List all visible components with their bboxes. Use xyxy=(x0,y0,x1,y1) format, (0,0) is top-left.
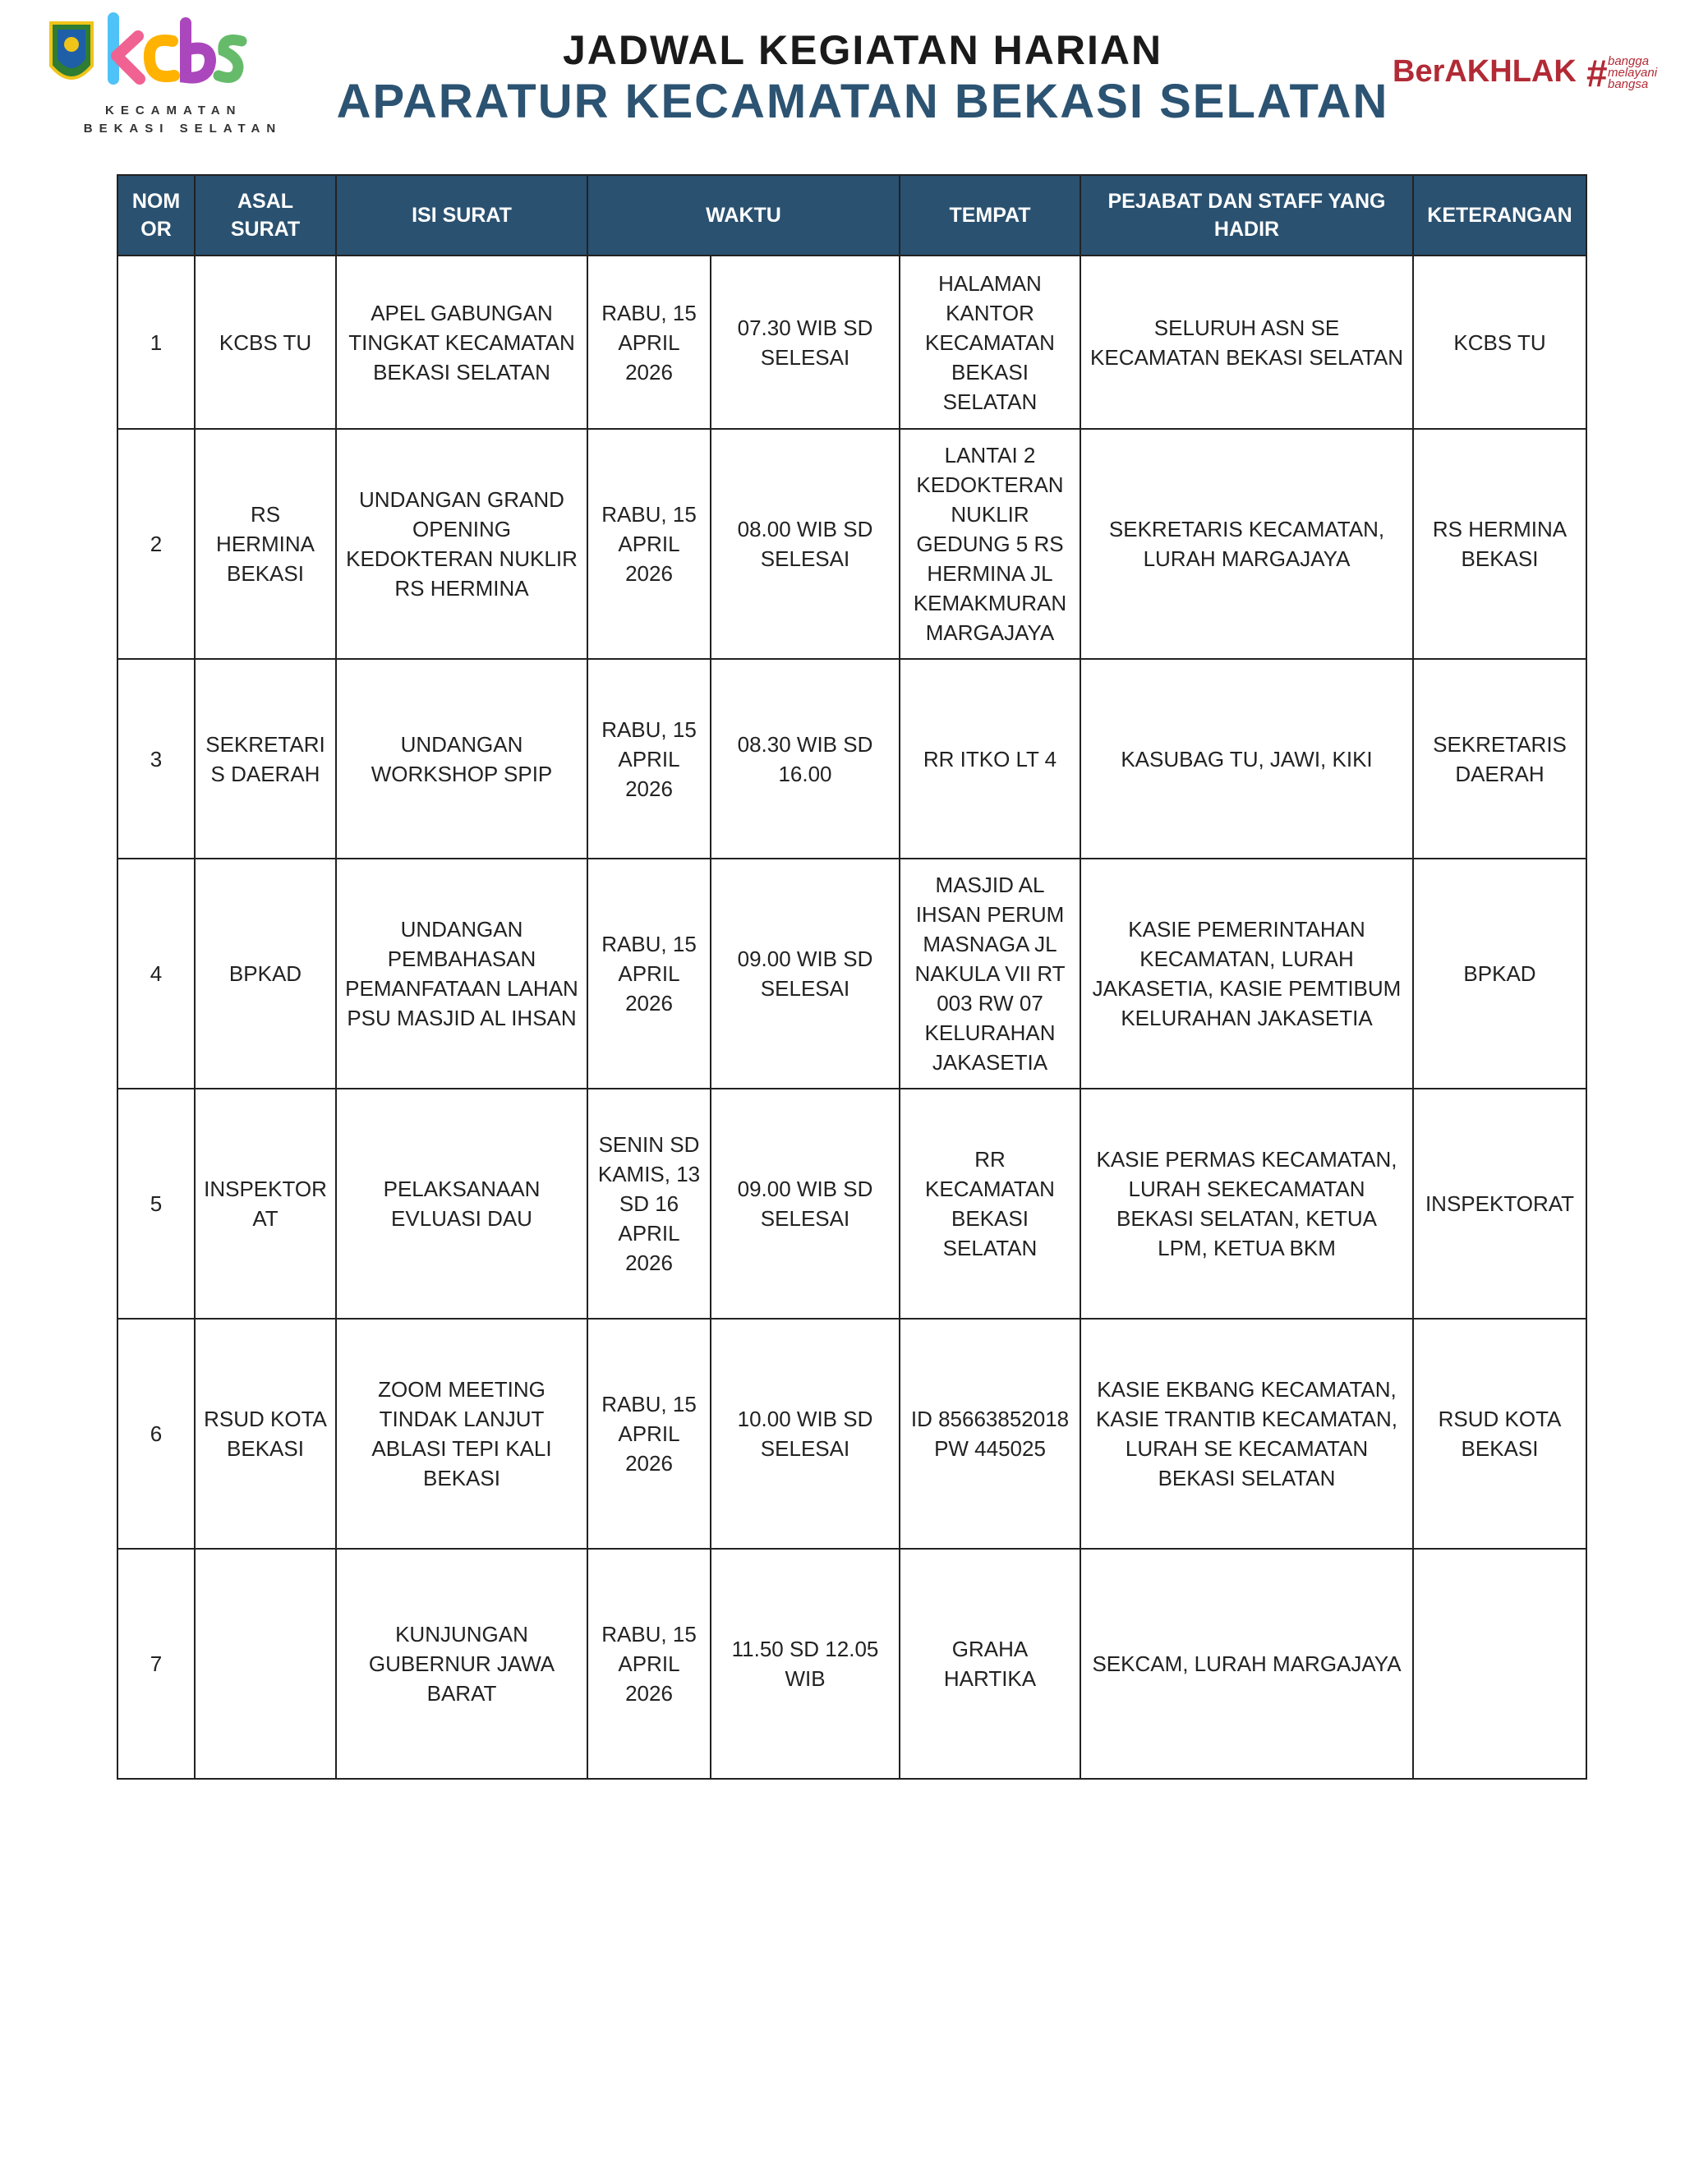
logo-subtitle-bekasi: BEKASI SELATAN xyxy=(83,122,283,136)
kcbs-logo-icon xyxy=(41,8,255,103)
table-row xyxy=(117,1089,1586,1319)
table-row xyxy=(117,1319,1586,1549)
table-row xyxy=(117,859,1586,1089)
cell-tempat: MASJID AL IHSAN PERUM MASNAGA JL NAKULA VII RT 003 RW 07 KELURAHAN JAKASETIA xyxy=(900,859,1080,1089)
cell-keterangan: RSUD KOTA BEKASI xyxy=(1413,1319,1586,1549)
brand-tagline xyxy=(1608,56,1657,90)
table-row xyxy=(117,1549,1586,1779)
hash-icon: # xyxy=(1586,52,1608,94)
cell-isi-surat: KUNJUNGAN GUBERNUR JAWA BARAT xyxy=(336,1549,587,1779)
cell-tempat: GRAHA HARTIKA xyxy=(900,1549,1080,1779)
cell-keterangan: BPKAD xyxy=(1413,859,1586,1089)
cell-isi-surat: UNDANGAN WORKSHOP SPIP xyxy=(336,659,587,859)
cell-tanggal: RABU, 15 APRIL 2026 xyxy=(587,1549,711,1779)
cell-tanggal: RABU, 15 APRIL 2026 xyxy=(587,659,711,859)
cell-jam: 10.00 WIB SD SELESAI xyxy=(711,1319,900,1549)
cell-pejabat: KASUBAG TU, JAWI, KIKI xyxy=(1080,659,1413,859)
cell-tanggal: RABU, 15 APRIL 2026 xyxy=(587,859,711,1089)
cell-isi-surat: UNDANGAN PEMBAHASAN PEMANFATAAN LAHAN PSU MASJID AL IHSAN xyxy=(336,859,587,1089)
cell-asal-surat: RSUD KOTA BEKASI xyxy=(195,1319,336,1549)
cell-keterangan: INSPEKTORAT xyxy=(1413,1089,1586,1319)
cell-nomor: 1 xyxy=(117,256,195,429)
cell-nomor: 2 xyxy=(117,429,195,659)
cell-jam: 11.50 SD 12.05 WIB xyxy=(711,1549,900,1779)
cell-tempat: HALAMAN KANTOR KECAMATAN BEKASI SELATAN xyxy=(900,256,1080,429)
column-header-nomor: NOMOR xyxy=(117,175,195,256)
column-header-asal-surat: ASAL SURAT xyxy=(195,175,336,256)
cell-asal-surat: BPKAD xyxy=(195,859,336,1089)
cell-nomor: 6 xyxy=(117,1319,195,1549)
page-subtitle: APARATUR KECAMATAN BEKASI SELATAN xyxy=(336,75,1389,128)
cell-asal-surat: KCBS TU xyxy=(195,256,336,429)
table-row xyxy=(117,429,1586,659)
column-header-tempat: TEMPAT xyxy=(900,175,1080,256)
cell-jam: 09.00 WIB SD SELESAI xyxy=(711,1089,900,1319)
table-header-row xyxy=(117,175,1586,256)
cell-tanggal: SENIN SD KAMIS, 13 SD 16 APRIL 2026 xyxy=(587,1089,711,1319)
brand-tagline-line: bangga xyxy=(1608,54,1650,68)
cell-tanggal: RABU, 15 APRIL 2026 xyxy=(587,1319,711,1549)
page-title: JADWAL KEGIATAN HARIAN xyxy=(562,27,1163,73)
cell-isi-surat: PELAKSANAAN EVLUASI DAU xyxy=(336,1089,587,1319)
column-header-keterangan: KETERANGAN xyxy=(1413,175,1586,256)
cell-tempat: RR KECAMATAN BEKASI SELATAN xyxy=(900,1089,1080,1319)
cell-isi-surat: UNDANGAN GRAND OPENING KEDOKTERAN NUKLIR RS HERMINA xyxy=(336,429,587,659)
cell-tanggal: RABU, 15 APRIL 2026 xyxy=(587,429,711,659)
brand-tagline-line: bangsa xyxy=(1608,77,1649,91)
table-row xyxy=(117,256,1586,429)
cell-keterangan: KCBS TU xyxy=(1413,256,1586,429)
cell-jam: 08.30 WIB SD 16.00 xyxy=(711,659,900,859)
berakhlak-logo xyxy=(1393,51,1688,100)
brand-name: BerAKHLAK xyxy=(1393,54,1577,89)
cell-pejabat: KASIE PERMAS KECAMATAN, LURAH SEKECAMATAN BEKASI SELATAN, KETUA LPM, KETUA BKM xyxy=(1080,1089,1413,1319)
cell-jam: 07.30 WIB SD SELESAI xyxy=(711,256,900,429)
cell-jam: 08.00 WIB SD SELESAI xyxy=(711,429,900,659)
table-row xyxy=(117,659,1586,859)
cell-nomor: 3 xyxy=(117,659,195,859)
cell-keterangan: RS HERMINA BEKASI xyxy=(1413,429,1586,659)
cell-tanggal: RABU, 15 APRIL 2026 xyxy=(587,256,711,429)
cell-jam: 09.00 WIB SD SELESAI xyxy=(711,859,900,1089)
cell-pejabat: SEKRETARIS KECAMATAN, LURAH MARGAJAYA xyxy=(1080,429,1413,659)
brand-tagline-line: melayani xyxy=(1608,66,1658,80)
cell-isi-surat: ZOOM MEETING TINDAK LANJUT ABLASI TEPI KALI BEKASI xyxy=(336,1319,587,1549)
cell-nomor: 4 xyxy=(117,859,195,1089)
cell-pejabat: SEKCAM, LURAH MARGAJAYA xyxy=(1080,1549,1413,1779)
cell-nomor: 7 xyxy=(117,1549,195,1779)
cell-asal-surat: RS HERMINA BEKASI xyxy=(195,429,336,659)
logo-subtitle-kecamatan: KECAMATAN xyxy=(105,104,242,117)
cell-asal-surat: INSPEKTORAT xyxy=(195,1089,336,1319)
schedule-table xyxy=(117,174,1587,1780)
cell-tempat: LANTAI 2 KEDOKTERAN NUKLIR GEDUNG 5 RS HERMINA JL KEMAKMURAN MARGAJAYA xyxy=(900,429,1080,659)
cell-asal-surat: SEKRETARIS DAERAH xyxy=(195,659,336,859)
kecamatan-logo xyxy=(41,8,283,136)
column-header-pejabat: PEJABAT DAN STAFF YANG HADIR xyxy=(1080,175,1413,256)
cell-tempat: ID 85663852018 PW 445025 xyxy=(900,1319,1080,1549)
cell-tempat: RR ITKO LT 4 xyxy=(900,659,1080,859)
column-header-isi-surat: ISI SURAT xyxy=(336,175,587,256)
cell-keterangan xyxy=(1413,1549,1586,1779)
cell-pejabat: KASIE PEMERINTAHAN KECAMATAN, LURAH JAKASETIA, KASIE PEMTIBUM KELURAHAN JAKASETIA xyxy=(1080,859,1413,1089)
cell-asal-surat xyxy=(195,1549,336,1779)
cell-keterangan: SEKRETARIS DAERAH xyxy=(1413,659,1586,859)
cell-nomor: 5 xyxy=(117,1089,195,1319)
cell-pejabat: SELURUH ASN SE KECAMATAN BEKASI SELATAN xyxy=(1080,256,1413,429)
cell-pejabat: KASIE EKBANG KECAMATAN, KASIE TRANTIB KECAMATAN, LURAH SE KECAMATAN BEKASI SELATAN xyxy=(1080,1319,1413,1549)
column-header-waktu: WAKTU xyxy=(587,175,900,256)
cell-isi-surat: APEL GABUNGAN TINGKAT KECAMATAN BEKASI SELATAN xyxy=(336,256,587,429)
